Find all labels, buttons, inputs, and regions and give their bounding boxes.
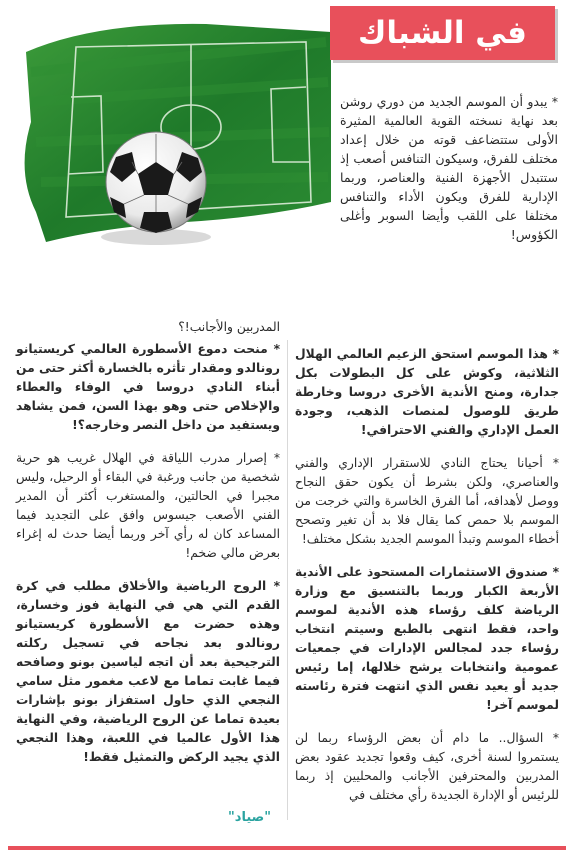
football-field-image — [6, 12, 336, 277]
article-paragraph: * هذا الموسم استحق الزعيم العالمي الهلال الثلاثية، وكوش على كل البطولات بكل جدارة، ومنح الأندية الأخرى دروسا وخارطة طريق للوصول لمنصات الذهب، وجودة العمل الإداري والفني الاحترافي! — [295, 347, 559, 437]
bottom-accent-bar — [8, 846, 566, 850]
section-title: في الشباك — [358, 15, 527, 51]
article-paragraph: * إصرار مدرب اللياقة في الهلال غريب هو حرية شخصية من جانب ورغبة في البقاء أو الرحيل، وليس مجبرا في الحالتين، والمستغرب أكثر أن المدير الفني الأصعب جيسوس وافق على التجديد فيما المساعد كان له رأي آخر وربما أيضا حدث له إغراء بعرض مالي ضخم! — [16, 451, 280, 560]
article-paragraph: * أحيانا يحتاج النادي للاستقرار الإداري والفني والعناصري، ولكن بشرط أن يكون حقق النجاح ووصل لأهدافه، أما الفرق الخاسرة والتي خرجت من الموسم بلا حمص كما يقال فلا بد أن تغير وتصحح أخطاء الموسم وتبدأ الموسم الجديد بشكل مختلف! — [295, 456, 559, 546]
column-divider — [287, 340, 288, 820]
article-paragraph: * الروح الرياضية والأخلاق مطلب في كرة القدم التي هي في النهاية فوز وخسارة، وهذه حضرت مع الأسطورة كريستيانو رونالدو بعد نجاحه في تسجيل ركلته الترجيحية بعد أن اتجه لياسين بونو وصافحه فيما غابت تماما مع لاعب مغمور مثل سامي النجعي الذي حاول استفزاز بونو بإشارات بعيدة تماما عن الروح الرياضية، وفي النهاية هذا الأول عالميا في اللعبة، وهذا النجعي الذي يجيد الركض والتمثيل فقط! — [16, 579, 280, 764]
article-paragraph: * منحت دموع الأسطورة العالمي كريستيانو رونالدو ومقدار تأثره بالخسارة أكثر حتى من أبناء النادي دروسا في الوفاء والعطاء والإخلاص حتى وهو بهذا السن، فمن يشاهد ويستفيد من داخل النصر وخارجه؟! — [16, 342, 280, 432]
article-paragraph: * السؤال.. ما دام أن بعض الرؤساء ربما لن يستمروا لسنة أخرى، كيف وقعوا تجديد عقود بعض المدربين والمحترفين الأجانب والمحليين إذ ربما للرئيس أو الإدارة الجديدة رأي مختلف في — [295, 731, 559, 802]
carry-over-text — [16, 318, 280, 337]
section-title-banner — [330, 6, 555, 60]
right-column — [295, 345, 559, 819]
author-signature: "صياد" — [228, 810, 271, 825]
left-column — [16, 340, 280, 781]
article-paragraph: * صندوق الاستثمارات المستحوذ على الأندية الأربعة الكبار وربما بالتنسيق مع وزارة الرياضة كلف رؤساء هذه الأندية لموسم واحد، فقط انتهى بالطبع وسيتم انتخاب رؤساء جدد لمجالس الإدارات في جمعيات عمومية وانتخابات يرشح خلالها، إما رئيس جديد أو يعيد نفس الذي انتهت فترة رئاسته لموسم آخر! — [295, 565, 559, 712]
hero-illustration — [6, 12, 336, 277]
carry-over-line: المدربين والأجانب!؟ — [178, 320, 280, 334]
intro-column — [340, 92, 558, 258]
intro-paragraph: * يبدو أن الموسم الجديد من دوري روشن بعد نهاية نسخته القوية العالمية المثيرة الأولى ستتضاعف قوته من خلال إعداد مختلف للفرق، وسيكون التنافس أصعب إذ ستتبدل الأجهزة الفنية والعناصر، وربما الإدارية للفرق ويكون الأداء والتنافس مختلفا على اللقب وأيضا السوبر وأغلى الكؤوس! — [340, 94, 558, 242]
